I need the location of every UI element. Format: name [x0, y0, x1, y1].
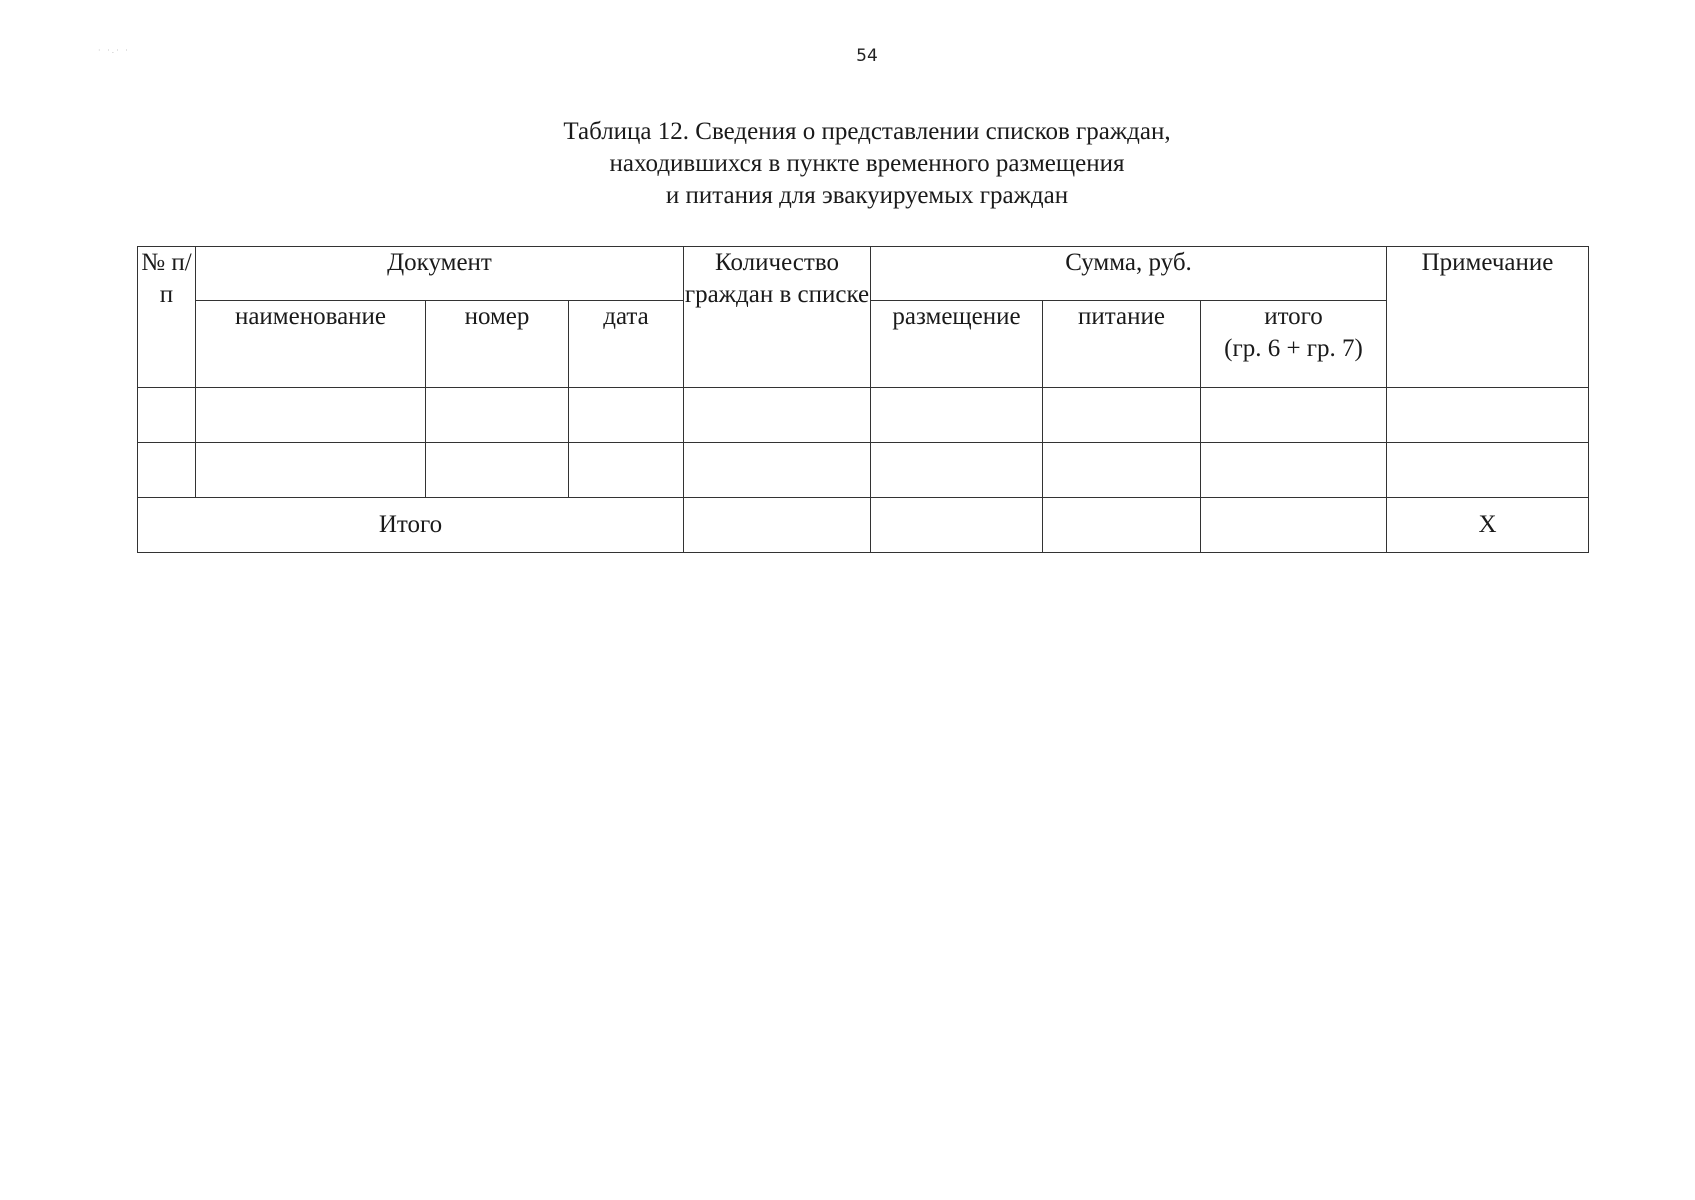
total-citizen-count: [684, 498, 871, 553]
citizens-list-table: [137, 246, 1589, 553]
header-sum-total-formula: (гр. 6 + гр. 7): [1224, 335, 1363, 362]
total-sum-total: [1201, 498, 1387, 553]
total-label: Итого: [138, 498, 684, 553]
header-sum: Сумма, руб.: [871, 247, 1387, 301]
table-cell: [426, 443, 569, 498]
total-sum-placement: [871, 498, 1043, 553]
header-document-number: номер: [426, 301, 569, 388]
header-note: Примечание: [1387, 247, 1589, 388]
header-document: Документ: [196, 247, 684, 301]
table-title-line-3: и питания для эвакуируемых граждан: [665, 182, 1069, 209]
scan-artifact: · ·.· ·: [98, 46, 130, 55]
table-cell: [871, 388, 1043, 443]
table-cell: [1201, 388, 1387, 443]
table-cell: [1043, 443, 1201, 498]
header-sum-total: [1201, 301, 1387, 388]
table-cell: [138, 443, 196, 498]
total-note: X: [1387, 498, 1589, 553]
table-title-line-2: находившихся в пункте временного размещения: [609, 150, 1125, 177]
header-sum-total-label: итого: [1264, 303, 1323, 330]
table-row: [138, 443, 1589, 498]
header-citizen-count: Количество граждан в списке: [684, 247, 871, 388]
table-cell: [684, 443, 871, 498]
table-cell: [426, 388, 569, 443]
table-row: [138, 388, 1589, 443]
total-row: [138, 498, 1589, 553]
table-cell: [138, 388, 196, 443]
table-cell: [1387, 388, 1589, 443]
table-title: [0, 116, 1695, 212]
table-title-line-1: Таблица 12. Сведения о представлении списков граждан,: [563, 118, 1171, 145]
total-sum-food: [1043, 498, 1201, 553]
header-row-number: № п/п: [138, 247, 196, 388]
header-document-date: дата: [569, 301, 684, 388]
table-cell: [871, 443, 1043, 498]
table-cell: [1201, 443, 1387, 498]
table-cell: [196, 443, 426, 498]
header-document-name: наименование: [196, 301, 426, 388]
table-cell: [684, 388, 871, 443]
header-sum-placement: размещение: [871, 301, 1043, 388]
table-cell: [569, 388, 684, 443]
header-sum-food: питание: [1043, 301, 1201, 388]
table-cell: [569, 443, 684, 498]
page-number: 54: [856, 46, 878, 66]
table-cell: [1387, 443, 1589, 498]
table-cell: [196, 388, 426, 443]
table-cell: [1043, 388, 1201, 443]
